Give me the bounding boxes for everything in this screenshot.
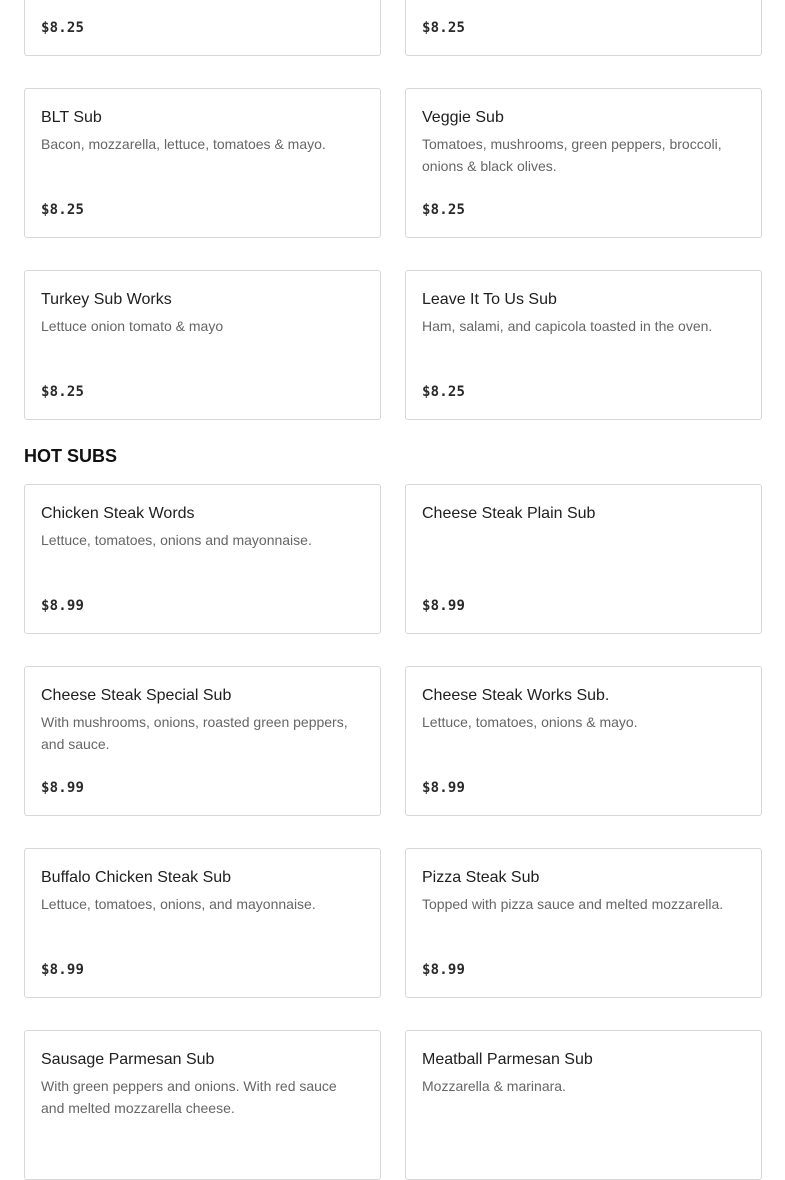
menu-item-card[interactable] [405,88,762,238]
menu-item-card[interactable] [405,484,762,634]
menu-item-card[interactable] [24,270,381,420]
item-price: $8.25 [422,384,466,400]
item-name: Veggie Sub [422,109,504,126]
menu-item-card[interactable] [24,848,381,998]
menu-item-card[interactable] [405,1030,762,1180]
item-name: Turkey Sub Works [41,291,172,308]
item-description: Ham, salami, and capicola toasted in the oven. [422,318,713,334]
item-price: $8.99 [422,780,466,796]
item-price: $8.25 [422,202,466,218]
menu-item-card[interactable] [24,0,381,56]
menu-item-card[interactable] [24,484,381,634]
item-name: Pizza Steak Sub [422,869,540,886]
menu-item-card[interactable] [24,88,381,238]
menu-item-card[interactable] [405,270,762,420]
item-name: Chicken Steak Words [41,505,195,522]
item-price: $8.99 [422,962,466,978]
item-description: Lettuce onion tomato & mayo [41,318,224,334]
item-name: BLT Sub [41,109,102,126]
menu-item-card[interactable] [24,1030,381,1180]
item-name: Leave It To Us Sub [422,291,557,308]
item-price: $8.99 [41,598,85,614]
item-description: Bacon, mozzarella, lettuce, tomatoes & mayo. [41,136,326,152]
item-description: Mozzarella & marinara. [422,1078,566,1094]
item-name: Sausage Parmesan Sub [41,1051,215,1068]
menu-item-card[interactable] [405,848,762,998]
menu-item-card[interactable] [405,666,762,816]
menu-item-card[interactable] [405,0,762,56]
item-description: Lettuce, tomatoes, onions, and mayonnaise. [41,896,316,912]
item-price: $8.99 [41,780,85,796]
item-price: $8.99 [422,598,466,614]
item-description: Lettuce, tomatoes, onions and mayonnaise. [41,532,312,548]
item-price: $8.25 [41,202,85,218]
item-description: Tomatoes, mushrooms, green peppers, broccoli, onions & black olives. [422,136,722,174]
menu-item-card[interactable] [24,666,381,816]
section-title-hot-subs: HOT SUBS [24,446,118,466]
item-name: Meatball Parmesan Sub [422,1051,593,1068]
item-description: With mushrooms, onions, roasted green peppers, and sauce. [41,714,348,752]
item-description: Topped with pizza sauce and melted mozzarella. [422,896,724,912]
item-price: $8.25 [41,384,85,400]
item-price: $8.25 [422,20,466,36]
item-description: Lettuce, tomatoes, onions & mayo. [422,714,638,730]
item-description: With green peppers and onions. With red sauce and melted mozzarella cheese. [41,1078,337,1116]
item-name: Buffalo Chicken Steak Sub [41,869,232,886]
item-name: Cheese Steak Plain Sub [422,505,596,522]
item-name: Cheese Steak Works Sub. [422,687,610,704]
item-price: $8.25 [41,20,85,36]
item-name: Cheese Steak Special Sub [41,687,232,704]
item-price: $8.99 [41,962,85,978]
